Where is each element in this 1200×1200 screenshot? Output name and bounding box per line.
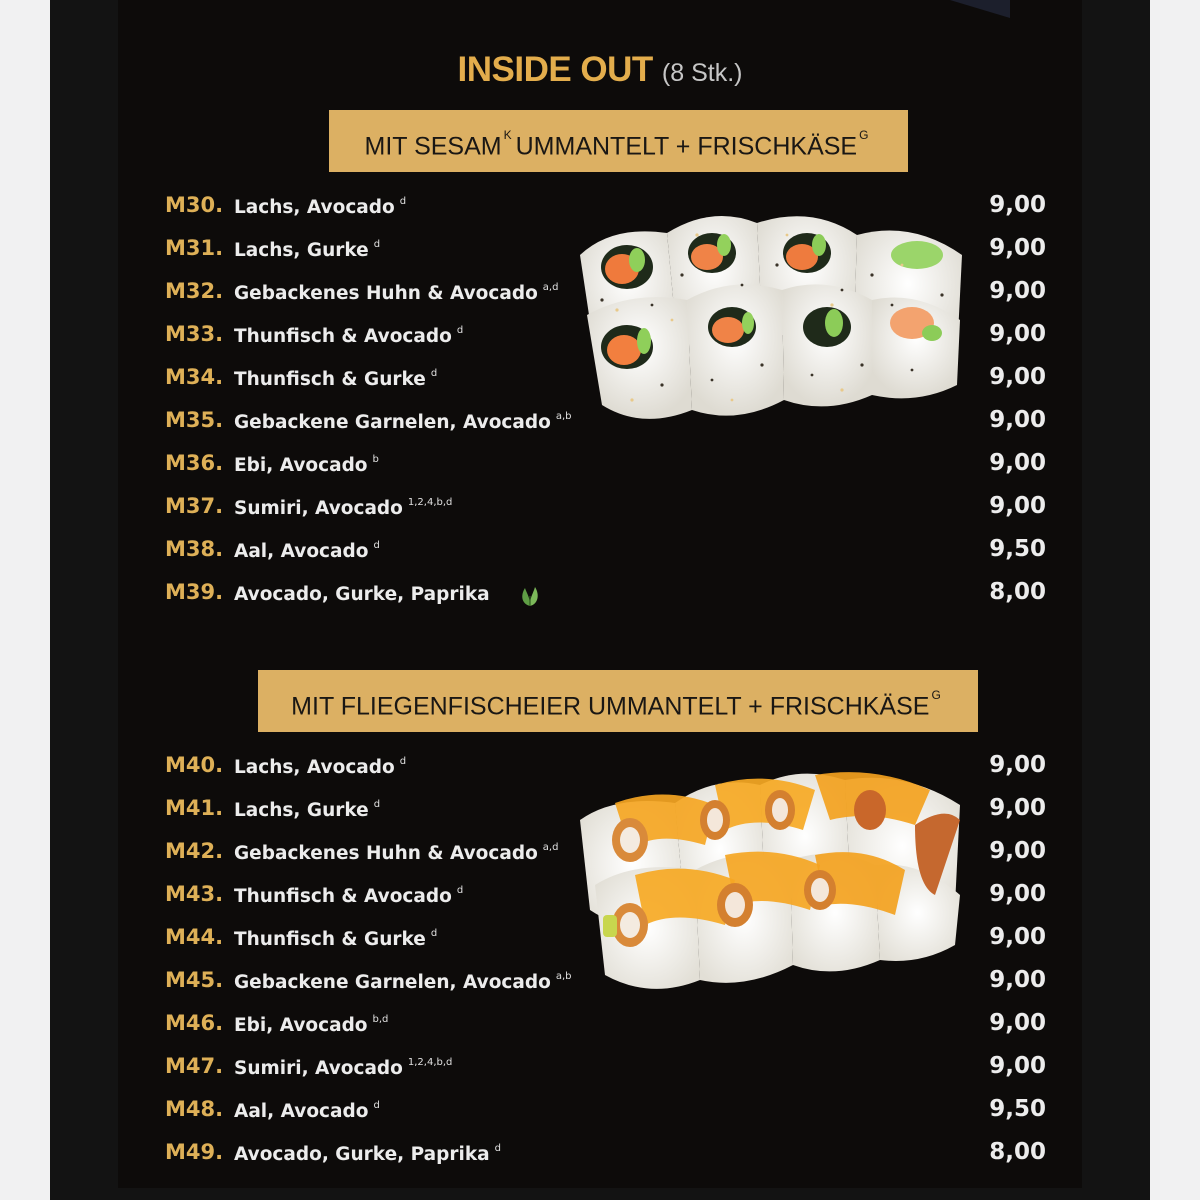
- item-allergens: d: [399, 756, 407, 767]
- item-name: Sumiri, Avocado $^{1,2,4,b,d}$: [234, 1057, 453, 1079]
- item-code: M42.: [165, 839, 224, 863]
- item-code: M36.: [165, 451, 224, 475]
- item-allergens: d: [399, 196, 407, 207]
- banner-sesam: [329, 110, 908, 172]
- item-price: 9,00: [989, 364, 1046, 390]
- item-price: 9,00: [989, 881, 1046, 907]
- item-allergens: a,b: [555, 971, 572, 982]
- item-code: M40.: [165, 753, 224, 777]
- item-price: 9,00: [989, 450, 1046, 476]
- item-code: M31.: [165, 236, 224, 260]
- item-allergens: 1,2,4,b,d: [407, 497, 453, 508]
- item-name: Lachs, Gurke $^d$: [234, 799, 381, 821]
- item-price: 9,50: [989, 1096, 1046, 1122]
- item-code: M45.: [165, 968, 224, 992]
- item-price: 9,50: [989, 536, 1046, 562]
- item-price: 8,00: [989, 579, 1046, 605]
- item-name: Aal, Avocado $^d$: [234, 1100, 380, 1122]
- banner-allergen-2: G: [859, 128, 869, 142]
- item-code: M47.: [165, 1054, 224, 1078]
- item-code: M41.: [165, 796, 224, 820]
- item-name: Aal, Avocado $^d$: [234, 540, 380, 562]
- item-allergens: a,d: [542, 282, 559, 293]
- item-price: 9,00: [989, 967, 1046, 993]
- item-code: M46.: [165, 1011, 224, 1035]
- menu-item[interactable]: [165, 1005, 1050, 1048]
- banner-fliegenfischeier: [258, 670, 978, 732]
- section-title: INSIDE OUT: [457, 50, 653, 89]
- item-allergens: d: [373, 540, 380, 551]
- item-price: 9,00: [989, 493, 1046, 519]
- item-price: 9,00: [989, 407, 1046, 433]
- item-name: Gebackenes Huhn & Avocado $^{a,d}$: [234, 282, 559, 304]
- item-price: 9,00: [989, 321, 1046, 347]
- item-price: 9,00: [989, 838, 1046, 864]
- item-name: Thunfisch & Gurke $^d$: [234, 928, 438, 950]
- item-name: Thunfisch & Avocado $^d$: [234, 325, 464, 347]
- item-name: Thunfisch & Gurke $^d$: [234, 368, 438, 390]
- item-allergens: 1,2,4,b,d: [407, 1057, 453, 1068]
- item-code: M30.: [165, 193, 224, 217]
- banner-allergen: G: [931, 688, 941, 702]
- item-price: 9,00: [989, 924, 1046, 950]
- menu-item[interactable]: [165, 445, 1050, 488]
- banner-allergen: K: [503, 128, 512, 142]
- item-name: Avocado, Gurke, Paprika: [234, 584, 490, 605]
- item-allergens: d: [430, 928, 438, 939]
- item-allergens: d: [494, 1143, 501, 1154]
- banner-text: MIT SESAM: [364, 132, 502, 161]
- item-price: 9,00: [989, 752, 1046, 778]
- section-subtitle: (8 Stk.): [661, 59, 743, 87]
- item-allergens: b: [372, 454, 379, 465]
- item-allergens: d: [373, 799, 381, 810]
- item-name: Thunfisch & Avocado $^d$: [234, 885, 464, 907]
- item-code: M44.: [165, 925, 224, 949]
- menu-item[interactable]: [165, 1048, 1050, 1091]
- banner-text: MIT FLIEGENFISCHEIER UMMANTELT + FRISCHKÄSE: [291, 692, 930, 721]
- item-name: Avocado, Gurke, Paprika $^d$: [234, 1143, 501, 1165]
- vegan-leaf-icon: [517, 584, 543, 608]
- item-allergens: a,d: [542, 842, 559, 853]
- item-allergens: a,b: [555, 411, 572, 422]
- item-allergens: d: [373, 1100, 380, 1111]
- item-allergens: d: [430, 368, 438, 379]
- item-allergens: b,d: [372, 1014, 389, 1025]
- item-price: 8,00: [989, 1139, 1046, 1165]
- item-code: M39.: [165, 580, 224, 604]
- item-name: Lachs, Avocado $^d$: [234, 756, 407, 778]
- item-allergens: d: [456, 325, 464, 336]
- item-code: M38.: [165, 537, 224, 561]
- menu-item[interactable]: [165, 574, 1050, 617]
- item-code: M49.: [165, 1140, 224, 1164]
- item-code: M35.: [165, 408, 224, 432]
- item-name: Gebackene Garnelen, Avocado $^{a,b}$: [234, 971, 572, 993]
- item-name: Ebi, Avocado $^{b,d}$: [234, 1014, 389, 1036]
- item-name: Ebi, Avocado $^b$: [234, 454, 379, 476]
- item-code: M32.: [165, 279, 224, 303]
- menu-item[interactable]: [165, 1134, 1050, 1177]
- menu-item[interactable]: [165, 531, 1050, 574]
- sesame-inside-out-roll-image: [572, 205, 967, 430]
- item-name: Gebackenes Huhn & Avocado $^{a,d}$: [234, 842, 559, 864]
- menu-title: [0, 50, 1200, 90]
- item-price: 9,00: [989, 235, 1046, 261]
- item-code: M34.: [165, 365, 224, 389]
- item-price: 9,00: [989, 192, 1046, 218]
- item-allergens: d: [373, 239, 381, 250]
- item-code: M33.: [165, 322, 224, 346]
- item-code: M43.: [165, 882, 224, 906]
- item-code: M37.: [165, 494, 224, 518]
- item-name: Gebackene Garnelen, Avocado $^{a,b}$: [234, 411, 572, 433]
- banner-text-2: UMMANTELT + FRISCHKÄSE: [515, 132, 858, 161]
- item-name: Sumiri, Avocado $^{1,2,4,b,d}$: [234, 497, 453, 519]
- menu-item[interactable]: [165, 488, 1050, 531]
- item-price: 9,00: [989, 278, 1046, 304]
- item-price: 9,00: [989, 795, 1046, 821]
- item-code: M48.: [165, 1097, 224, 1121]
- tobiko-inside-out-roll-image: [575, 765, 975, 1000]
- item-price: 9,00: [989, 1010, 1046, 1036]
- item-name: Lachs, Avocado $^d$: [234, 196, 407, 218]
- menu-item[interactable]: [165, 1091, 1050, 1134]
- item-name: Lachs, Gurke $^d$: [234, 239, 381, 261]
- item-price: 9,00: [989, 1053, 1046, 1079]
- item-allergens: d: [456, 885, 464, 896]
